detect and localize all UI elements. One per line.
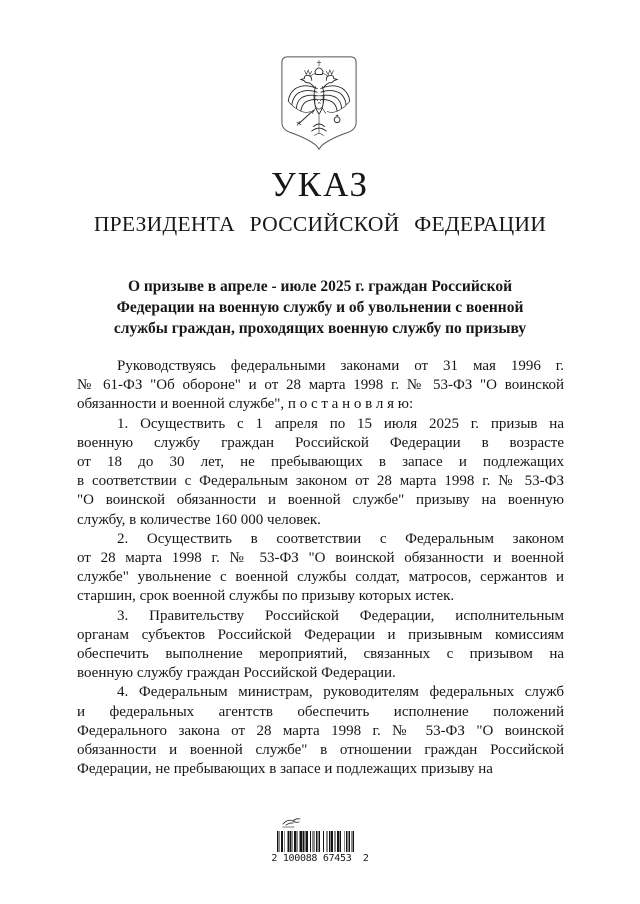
body-line: 4. Федеральным министрам, руководителям федеральных служб: [117, 684, 564, 701]
body-line: военную службу граждан Российской Федерации в возрасте: [77, 434, 564, 451]
doc-type-heading: УКАЗ: [270, 165, 370, 204]
body-line: военную службу граждан Российской Федерации.: [77, 665, 396, 682]
printers-ornament-icon: [280, 816, 302, 829]
body-line: от 28 марта 1998 г. № 53-ФЗ "О воинской обязанности и военной: [77, 550, 564, 567]
body-line: службе" увольнение с военной службы солдат, матросов, сержантов и: [77, 569, 564, 586]
ean13-barcode: [277, 831, 354, 852]
body-line: службу, в количестве 160 000 человек.: [77, 511, 321, 528]
body-line: Федерации, не пребывающих в запасе и подлежащих призыву на: [77, 761, 493, 778]
body-line: старшин, срок военной службы по призыву которых истек.: [77, 588, 455, 605]
russian-coat-of-arms-icon: [281, 55, 357, 151]
decree-title: [85, 276, 555, 339]
body-line: в соответствии с Федеральным законом от 28 марта 1998 г. № 53-ФЗ: [77, 473, 564, 490]
body-line: от 18 до 30 лет, не пребывающих в запасе и подлежащих: [77, 454, 564, 471]
body-line: обязанности и военной службе", п о с т а н о в л я ю:: [77, 396, 414, 413]
decree-title-line: О призыве в апреле - июле 2025 г. граждан Российской: [127, 278, 513, 295]
body-line: Руководствуясь федеральными законами от 31 мая 1996 г.: [117, 358, 564, 374]
body-line: и федеральных агентств обеспечить исполнение положений: [77, 703, 564, 720]
decree-body: [77, 357, 564, 779]
body-line: органам субъектов Российской Федерации и призывным комиссиям: [77, 626, 564, 643]
barcode-number: 2 100088 67453 2: [271, 853, 369, 864]
body-line: 3. Правительству Российской Федерации, исполнительным: [117, 607, 564, 624]
body-line: обеспечить выполнение мероприятий, связанных с призывом на: [77, 646, 564, 663]
decree-title-line: Федерации на военную службу и об увольнении с военной: [116, 299, 524, 316]
body-line: 2. Осуществить в соответствии с Федеральным законом: [117, 530, 564, 547]
issuer-heading: ПРЕЗИДЕНТА РОССИЙСКОЙ ФЕДЕРАЦИИ: [93, 212, 547, 236]
barcode-block: [258, 816, 382, 871]
body-line: обязанности и военной службе" в отношении граждан Российской: [77, 742, 564, 759]
decree-title-line: службы граждан, проходящих военную службу по призыву: [113, 320, 527, 337]
body-line: № 61-ФЗ "Об обороне" и от 28 марта 1998 г. № 53-ФЗ "О воинской: [77, 377, 564, 394]
body-line: "О воинской обязанности и военной службе" призыву на военную: [77, 492, 564, 509]
body-line: Федерального закона от 28 марта 1998 г. № 53-ФЗ "О воинской: [77, 722, 564, 739]
body-line: 1. Осуществить с 1 апреля по 15 июля 2025 г. призыв на: [117, 415, 564, 432]
